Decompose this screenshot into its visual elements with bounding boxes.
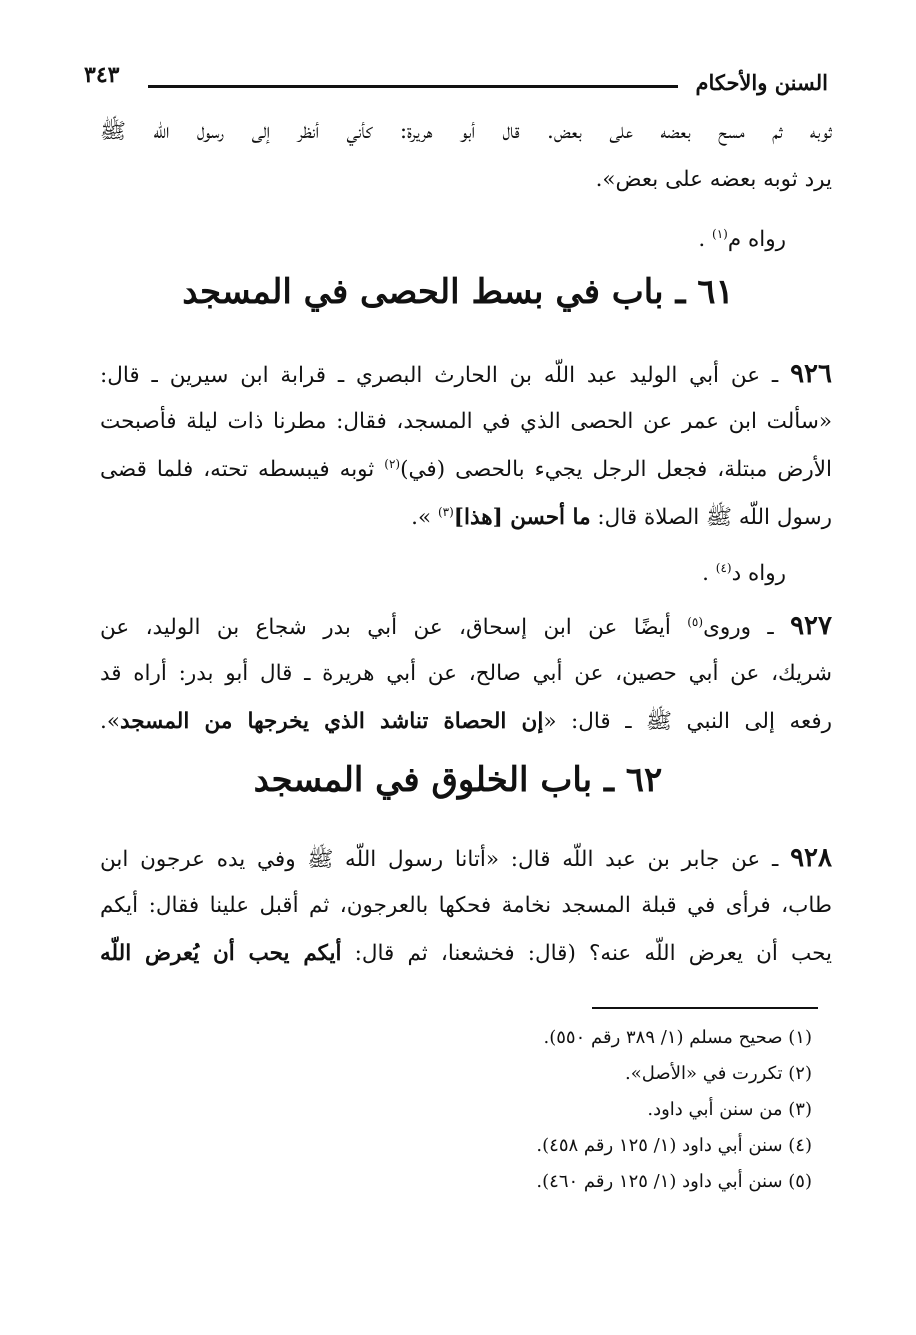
rawah-line [100, 218, 786, 262]
hadith-text: ـ عن أبي الوليد عبد اللّه بن الحارث البصري ـ قرابة ابن سيرين ـ قال: [100, 363, 779, 388]
rawah-text: رواه د [731, 561, 786, 586]
hadith-text: رفعه إلى النبي ﷺ ـ قال: « [543, 709, 832, 734]
rawah-text: رواه م [727, 227, 786, 252]
hadith-text: ـ عن جابر بن عبد اللّه قال: «أتانا رسول اللّه ﷺ وفي يده عرجون ابن [100, 847, 779, 872]
hadith-line: شريك، عن أبي حصين، عن أبي صالح، عن أبي هريرة ـ قال أبو بدر: أراه قد [100, 661, 832, 686]
hadith-text: أيضًا عن ابن إسحاق، عن أبي بدر شجاع بن الوليد، عن [100, 615, 688, 640]
hadith-line [100, 932, 832, 976]
hadith-line: طاب، فرأى في قبلة المسجد نخامة فحكها بالعرجون، ثم أقبل علينا فقال: أيكم [100, 893, 832, 918]
footnote-ref: (٤) [715, 560, 732, 575]
hadith-number: ٩٢٧ [790, 611, 832, 641]
header-rule [148, 85, 678, 88]
hadith-text: الأرض مبتلة، فجعل الرجل يجيء بالحصى (في) [400, 457, 832, 482]
footnote-rule [592, 1007, 818, 1009]
hadith-text: رسول اللّه ﷺ الصلاة قال: [590, 505, 832, 530]
footnote: (١) صحيح مسلم (١/ ٣٨٩ رقم ٥٥٠). [543, 1027, 812, 1048]
hadith-number: ٩٢٨ [790, 843, 832, 873]
rawah-end: . [698, 227, 706, 252]
hadith-text: ثوبه فيبسطه تحته، فلما قضى [100, 457, 385, 482]
footnote: (٤) سنن أبي داود (١/ ١٢٥ رقم ٤٥٨). [536, 1135, 812, 1156]
hadith-line [100, 700, 832, 744]
bold-phrase: أيكم يحب أن يُعرض اللّه [100, 941, 342, 966]
hadith-text: ». [411, 505, 438, 530]
page-number: ٣٤٣ [84, 62, 120, 88]
paragraph-line: ثوبه ثم مسح بعضه على بعض. قال أبو هريرة: كأني أنظر إلى رسول اللّه ﷺ [100, 119, 832, 144]
hadith-number: ٩٢٦ [790, 359, 832, 389]
chapter-heading: ٦١ ـ باب في بسط الحصى في المسجد [182, 272, 734, 312]
footnote: (٣) من سنن أبي داود. [647, 1099, 812, 1120]
footnote: (٢) تكررت في «الأصل». [625, 1063, 812, 1084]
rawah-end: . [702, 561, 709, 586]
chapter-heading: ٦٢ ـ باب الخلوق في المسجد [253, 760, 663, 800]
footnote: (٥) سنن أبي داود (١/ ١٢٥ رقم ٤٦٠). [536, 1171, 812, 1192]
hadith-line [100, 448, 832, 492]
hadith-line [100, 836, 832, 882]
hadith-line [100, 352, 832, 398]
footnote-ref: (٢) [384, 456, 401, 471]
header-title: السنن والأحكام [695, 70, 828, 95]
paragraph-line: يرد ثوبه بعضه على بعض». [595, 167, 832, 192]
running-header [84, 58, 828, 98]
footnote-ref: (١) [712, 226, 728, 241]
rawah-line [100, 552, 786, 596]
footnote-ref: (٣) [437, 504, 454, 519]
hadith-line [100, 604, 832, 650]
hadith-text: ». [100, 709, 120, 734]
bold-phrase: ما أحسن [هذا] [453, 505, 591, 530]
hadith-line [100, 496, 832, 540]
hadith-text: يحب أن يعرض اللّه عنه؟ (قال: فخشعنا، ثم قال: [341, 941, 832, 966]
footnote-ref: (٥) [687, 614, 704, 629]
bold-phrase: إن الحصاة تناشد الذي يخرجها من المسجد [120, 709, 544, 734]
hadith-line: «سألت ابن عمر عن الحصى الذي في المسجد، فقال: مطرنا ذات ليلة فأصبحت [100, 409, 832, 434]
hadith-text: ـ وروى [703, 615, 774, 640]
